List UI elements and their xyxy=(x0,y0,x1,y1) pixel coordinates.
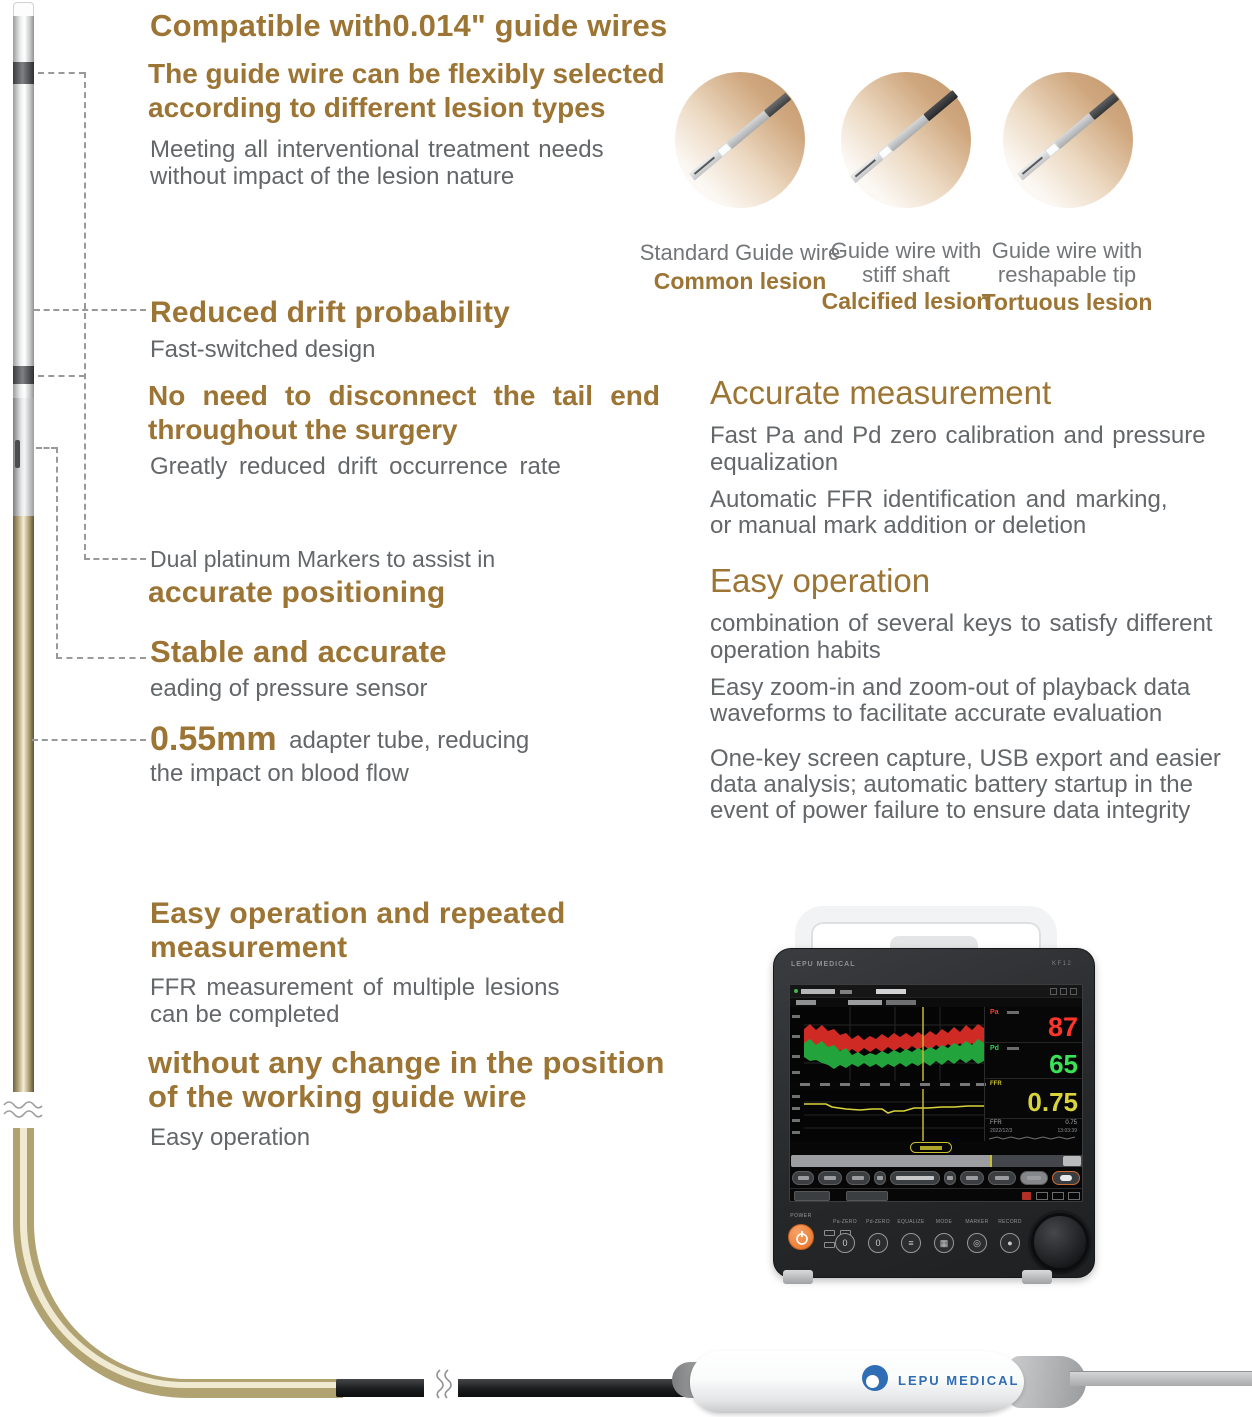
wire-marker-band-1 xyxy=(13,62,34,84)
rotary-knob xyxy=(1031,1213,1089,1271)
status-icon xyxy=(1052,1192,1064,1200)
pd-value: 65 xyxy=(1049,1049,1078,1079)
screen-bottom-bar xyxy=(790,1188,1083,1202)
wire-break-icon-2 xyxy=(432,1368,456,1408)
right-title-accurate: Accurate measurement xyxy=(710,374,1052,411)
wire-type-3-lesion: Tortuous lesion xyxy=(981,289,1153,315)
callout-line-reduced-drift xyxy=(34,309,146,311)
pa-value: 87 xyxy=(1047,1012,1078,1042)
toolbar-button xyxy=(818,1171,842,1185)
screen-header xyxy=(790,985,1083,998)
section2-sub2: Greatly reduced drift occurrence rate xyxy=(150,453,561,480)
wire-marker-band-2 xyxy=(13,366,34,384)
mini-sparkline xyxy=(989,1135,1079,1141)
section6-title-line1: Easy operation and repeated xyxy=(150,897,566,930)
callout-line-sensor-vertical xyxy=(56,447,58,659)
monitor-screen xyxy=(789,984,1083,1202)
guide-wire-photo-reshapable xyxy=(1003,72,1133,208)
info-date: 2022/12/3 xyxy=(990,1128,1013,1134)
key-label-pd-zero: Pd-ZERO xyxy=(866,1219,890,1225)
callout-line-adapter xyxy=(32,739,146,741)
wire-cap xyxy=(13,2,34,17)
section6-title-line2: measurement xyxy=(150,931,348,964)
power-icon xyxy=(789,1225,815,1251)
right-p1-line2: equalization xyxy=(710,449,839,476)
wire-silver-1 xyxy=(13,16,34,62)
right-easy-p3-line2: data analysis; automatic battery startup in the xyxy=(710,771,1193,798)
power-button xyxy=(788,1224,814,1250)
info-ffr-value: 0.75 xyxy=(1065,1120,1077,1126)
section1-subtitle-line1: The guide wire can be flexibly selected xyxy=(148,58,665,89)
guide-wire-photo-standard xyxy=(675,72,805,208)
wire-silver-3 xyxy=(13,384,34,398)
info-ffr-label: FFR xyxy=(990,1120,1002,1126)
key-label-marker: MARKER xyxy=(965,1219,989,1225)
section5-rest-line1: adapter tube, reducing xyxy=(289,727,530,754)
guide-wire-image xyxy=(850,90,958,183)
toolbar-button xyxy=(1020,1171,1048,1185)
section5-rest-line2: the impact on blood flow xyxy=(150,760,409,787)
section7-sub: Easy operation xyxy=(150,1124,311,1151)
right-p1-line1: Fast Pa and Pd zero calibration and pressure xyxy=(710,422,1206,449)
toolbar-button xyxy=(792,1171,814,1185)
wire-type-3-name-line1: Guide wire with xyxy=(991,238,1143,263)
section2-sub: Fast-switched design xyxy=(150,336,376,363)
toolbar-record-button xyxy=(1052,1171,1080,1185)
key-label-record: RECORD xyxy=(998,1219,1022,1225)
wire-silver-2 xyxy=(13,84,34,366)
power-key-label: POWER xyxy=(790,1213,812,1219)
wire-dark-segment-2 xyxy=(458,1379,698,1397)
right-p2-line1: Automatic FFR identification and marking, xyxy=(710,486,1168,513)
right-easy-p3-line3: event of power failure to ensure data integrity xyxy=(710,797,1191,824)
handle-body xyxy=(690,1351,1024,1413)
callout-line-marker2 xyxy=(38,375,85,377)
callout-line-markers-vertical xyxy=(84,72,86,560)
section7-title-line2: of the working guide wire xyxy=(148,1079,527,1114)
ffr-box xyxy=(985,1079,1083,1119)
guide-wire-image xyxy=(1017,93,1119,181)
ffr-info-rows xyxy=(985,1119,1083,1141)
wire-type-2-name-line2: stiff shaft xyxy=(862,262,950,287)
wire-dark-segment-1 xyxy=(336,1379,428,1397)
numeric-panel xyxy=(984,1007,1083,1141)
record-key: ● xyxy=(1000,1233,1020,1253)
screen-toolbar xyxy=(790,1171,1083,1185)
section5-value: 0.55mm xyxy=(150,720,277,758)
status-dot-icon xyxy=(794,989,798,993)
key-label-equalize: EQUALIZE xyxy=(897,1219,925,1225)
section4-title: Stable and accurate xyxy=(150,634,447,669)
playback-scrollbar xyxy=(791,1155,1083,1167)
status-icon xyxy=(1068,1192,1080,1200)
pd-zero-key: 0 xyxy=(868,1233,888,1253)
mean-pill xyxy=(910,1142,952,1153)
right-easy-p3-line1: One-key screen capture, USB export and easier xyxy=(710,745,1221,772)
key-label-pa-zero: Pa-ZERO xyxy=(833,1219,857,1225)
callout-line-sensor-stub xyxy=(36,447,57,449)
handle-cable xyxy=(1070,1371,1252,1386)
section3-brown: accurate positioning xyxy=(148,576,446,609)
battery-indicator-icon xyxy=(824,1230,835,1236)
guide-wire-photo-stiff xyxy=(841,72,971,208)
section3-gray: Dual platinum Markers to assist in xyxy=(150,546,496,572)
callout-line-marker1 xyxy=(38,72,85,74)
pa-label: Pa xyxy=(990,1009,999,1016)
section2-title2-line2: throughout the surgery xyxy=(148,414,458,445)
screen-subheader xyxy=(790,998,1083,1007)
toolbar-button xyxy=(988,1171,1016,1185)
callout-line-stable xyxy=(56,657,146,659)
wire-type-2-name-line1: Guide wire with xyxy=(830,238,982,263)
status-icon xyxy=(1036,1192,1048,1200)
key-label-mode: MODE xyxy=(935,1219,953,1225)
wire-type-1-lesion: Common lesion xyxy=(653,268,827,294)
mode-key: ▦ xyxy=(934,1233,954,1253)
toolbar-button xyxy=(846,1171,870,1185)
wire-sensor-notch xyxy=(15,440,20,468)
toolbar-button xyxy=(874,1171,886,1185)
screen-tab xyxy=(794,1191,830,1201)
section4-sub: eading of pressure sensor xyxy=(150,675,428,702)
right-title-easy: Easy operation xyxy=(710,562,931,599)
section2-title: Reduced drift probability xyxy=(150,296,511,329)
ffr-trend-chart xyxy=(790,1089,984,1141)
time-axis xyxy=(800,1081,984,1088)
monitor-model: KF12 xyxy=(1052,961,1073,967)
lepu-logo-cut xyxy=(866,1375,879,1388)
right-easy-p1-line2: operation habits xyxy=(710,637,881,664)
battery-indicator-icon xyxy=(824,1242,835,1248)
section6-body-line1: FFR measurement of multiple lesions xyxy=(150,974,560,1001)
toolbar-timecode xyxy=(890,1171,940,1185)
pd-label: Pd xyxy=(990,1045,999,1052)
ffr-label: FFR xyxy=(990,1081,1002,1087)
section7-title-line1: without any change in the position xyxy=(148,1045,665,1080)
pa-box xyxy=(985,1007,1083,1043)
screen-tab xyxy=(846,1191,888,1201)
pd-box xyxy=(985,1043,1083,1079)
wire-break-icon xyxy=(2,1098,44,1122)
right-easy-p2-line2: waveforms to facilitate accurate evaluation xyxy=(710,700,1163,727)
scrollbar-thumb xyxy=(791,1155,991,1167)
pa-zero-key: 0 xyxy=(835,1233,855,1253)
window-buttons-icon xyxy=(1050,988,1057,995)
monitor-brand: LEPU MEDICAL xyxy=(791,961,856,968)
handle-brand: LEPU MEDICAL xyxy=(898,1373,1020,1388)
monitor-foot xyxy=(783,1270,813,1284)
marker-key: ◎ xyxy=(967,1233,987,1253)
toolbar-button xyxy=(960,1171,984,1185)
callout-line-dual-markers xyxy=(84,558,146,560)
right-easy-p1-line1: combination of several keys to satisfy different xyxy=(710,610,1213,637)
wire-type-3-name-line2: reshapable tip xyxy=(997,262,1137,287)
right-p2-line2: or manual mark addition or deletion xyxy=(710,512,1087,539)
section2-title2-line1: No need to disconnect the tail end xyxy=(148,380,660,411)
wire-type-2-lesion: Calcified lesion xyxy=(821,288,991,314)
usb-icon xyxy=(1022,1192,1031,1200)
right-easy-p2-line1: Easy zoom-in and zoom-out of playback data xyxy=(710,674,1191,701)
section1-subtitle-line2: according to different lesion types xyxy=(148,92,606,123)
info-time: 13:03:39 xyxy=(1057,1128,1077,1134)
section5-line1 xyxy=(150,720,670,759)
monitor-foot xyxy=(1022,1270,1052,1284)
wire-type-1-name: Standard Guide wire xyxy=(639,240,841,265)
pressure-waveform-chart xyxy=(790,1007,984,1081)
ffr-value: 0.75 xyxy=(1027,1087,1078,1117)
section1-body-line1: Meeting all interventional treatment needs xyxy=(150,136,604,163)
section6-body-line2: can be completed xyxy=(150,1001,340,1028)
guide-wire-image xyxy=(689,93,791,181)
wire-gold-shaft xyxy=(13,516,34,1096)
section1-title: Compatible with0.014" guide wires xyxy=(150,8,668,43)
section1-body-line2: without impact of the lesion nature xyxy=(150,163,515,190)
equalize-key: ≡ xyxy=(901,1233,921,1253)
toolbar-button xyxy=(944,1171,956,1185)
